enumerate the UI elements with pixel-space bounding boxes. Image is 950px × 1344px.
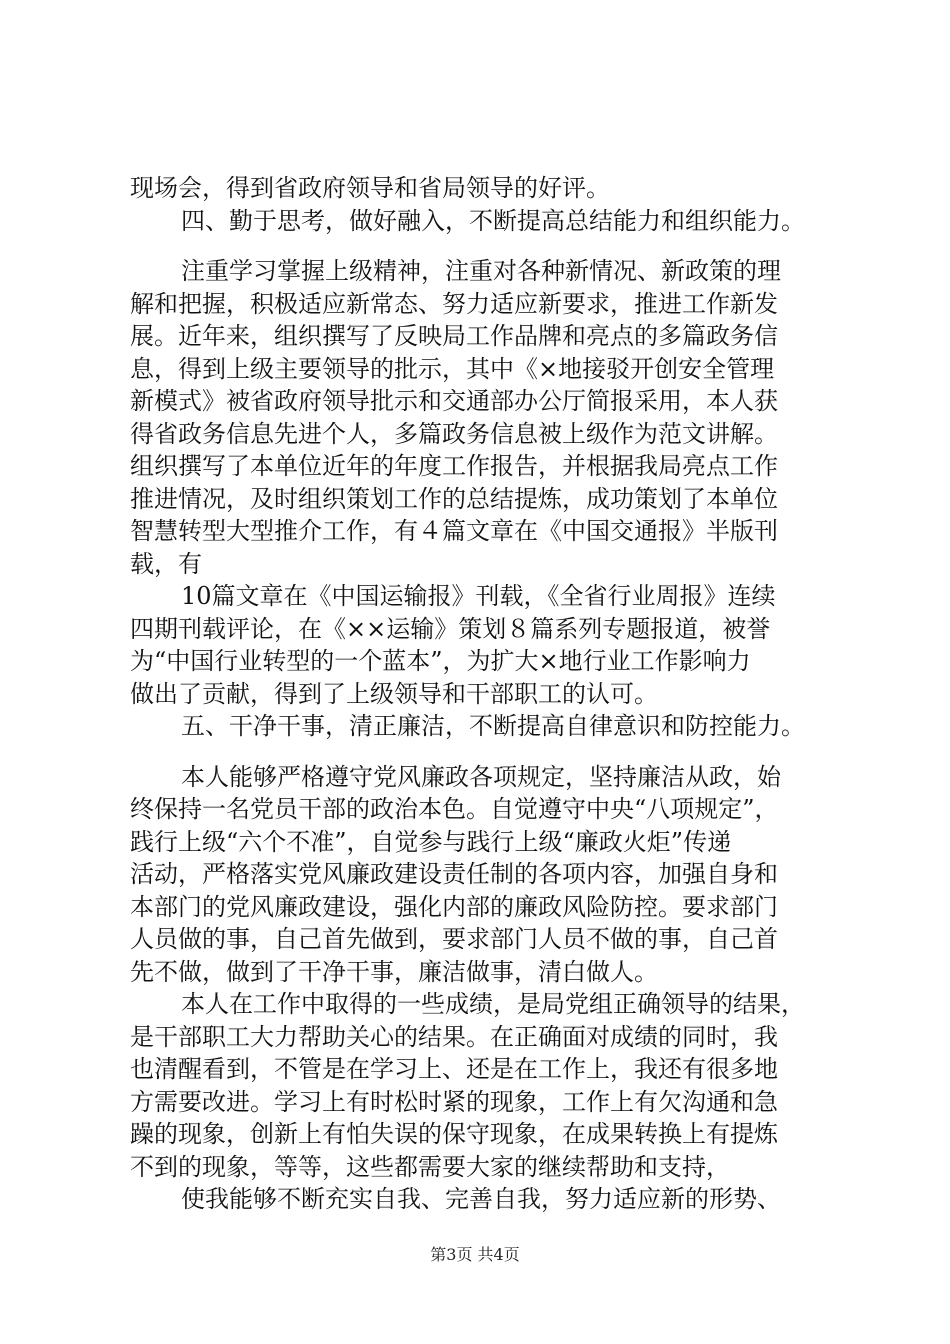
text-line: 先不做，做到了干净干事，廉洁做事，清白做人。 bbox=[130, 957, 658, 986]
text-line: 组织撰写了本单位近年的年度工作报告，并根据我局亮点工作 bbox=[130, 452, 778, 480]
text-line: 使我能够不断充实自我、完善自我，努力适应新的形势、 bbox=[181, 1185, 781, 1213]
text-line: 为“中国行业转型的一个蓝本”，为扩大×地行业工作影响力 bbox=[130, 647, 751, 675]
paragraph-gap bbox=[130, 743, 840, 761]
text-line: 本部门的党风廉政建设，强化内部的廉政风险防控。要求部门 bbox=[130, 892, 778, 921]
text-line: 新模式》被省政府领导批示和交通部办公厅简报采用，本人获 bbox=[130, 387, 778, 415]
text-line: 不到的现象，等等，这些都需要大家的继续帮助和支持， bbox=[130, 1152, 730, 1181]
text-line: 本人在工作中取得的一些成绩，是局党组正确领导的结果， bbox=[181, 990, 805, 1018]
text-line: 注重学习掌握上级精神，注重对各种新情况、新政策的理 bbox=[181, 257, 781, 285]
text-line: 做出了贡献，得到了上级领导和干部职工的认可。 bbox=[130, 679, 658, 708]
text-line: 终保持一名党员干部的政治本色。自觉遵守中央“八项规定”， bbox=[130, 795, 779, 823]
text-line: 本人能够严格遵守党风廉政各项规定，坚持廉洁从政，始 bbox=[181, 762, 781, 791]
text-line: 解和把握，积极适应新常态、努力适应新要求，推进工作新发 bbox=[130, 289, 778, 318]
text-line: 是干部职工大力帮助关心的结果。在正确面对成绩的同时，我 bbox=[130, 1022, 778, 1051]
text-line: 载，有 bbox=[130, 549, 202, 578]
document-body bbox=[130, 172, 840, 1216]
text-line: 展。近年来，组织撰写了反映局工作品牌和亮点的多篇政务信 bbox=[130, 322, 778, 350]
text-line: 方需要改进。学习上有时松时紧的现象，工作上有欠沟通和急 bbox=[130, 1087, 778, 1116]
text-line: 四期刊载评论，在《××运输》策划８篇系列专题报道，被誉 bbox=[130, 614, 771, 643]
text-line: 也清醒看到，不管是在学习上、还是在工作上，我还有很多地 bbox=[130, 1055, 778, 1083]
text-line: 躁的现象，创新上有怕失误的保守现象，在成果转换上有提炼 bbox=[130, 1120, 778, 1148]
paragraph-gap bbox=[130, 237, 840, 255]
text-line: 现场会，得到省政府领导和省局领导的好评。 bbox=[130, 174, 610, 202]
text-line: 四、勤于思考，做好融入，不断提高总结能力和组织能力。 bbox=[181, 206, 805, 235]
text-line: 得省政务信息先进个人，多篇政务信息被上级作为范文讲解。 bbox=[130, 419, 778, 448]
page-footer: 第3页 共4页 bbox=[430, 1245, 520, 1264]
text-line: 10篇文章在《中国运输报》刊载，《全省行业周报》连续 bbox=[181, 582, 776, 610]
text-line: 活动，严格落实党风廉政建设责任制的各项内容，加强自身和 bbox=[130, 860, 778, 888]
text-line: 息，得到上级主要领导的批示，其中《×地接驳开创安全管理 bbox=[130, 354, 775, 383]
text-line: 五、干净干事，清正廉洁，不断提高自律意识和防控能力。 bbox=[181, 712, 805, 740]
text-line: 智慧转型大型推介工作，有４篇文章在《中国交通报》半版刊 bbox=[130, 517, 778, 545]
text-line: 人员做的事，自己首先做到，要求部门人员不做的事，自己首 bbox=[130, 925, 778, 953]
text-line: 践行上级“六个不准”，自觉参与践行上级“廉政火炬”传递 bbox=[130, 827, 732, 856]
text-line: 推进情况，及时组织策划工作的总结提炼，成功策划了本单位 bbox=[130, 484, 778, 513]
